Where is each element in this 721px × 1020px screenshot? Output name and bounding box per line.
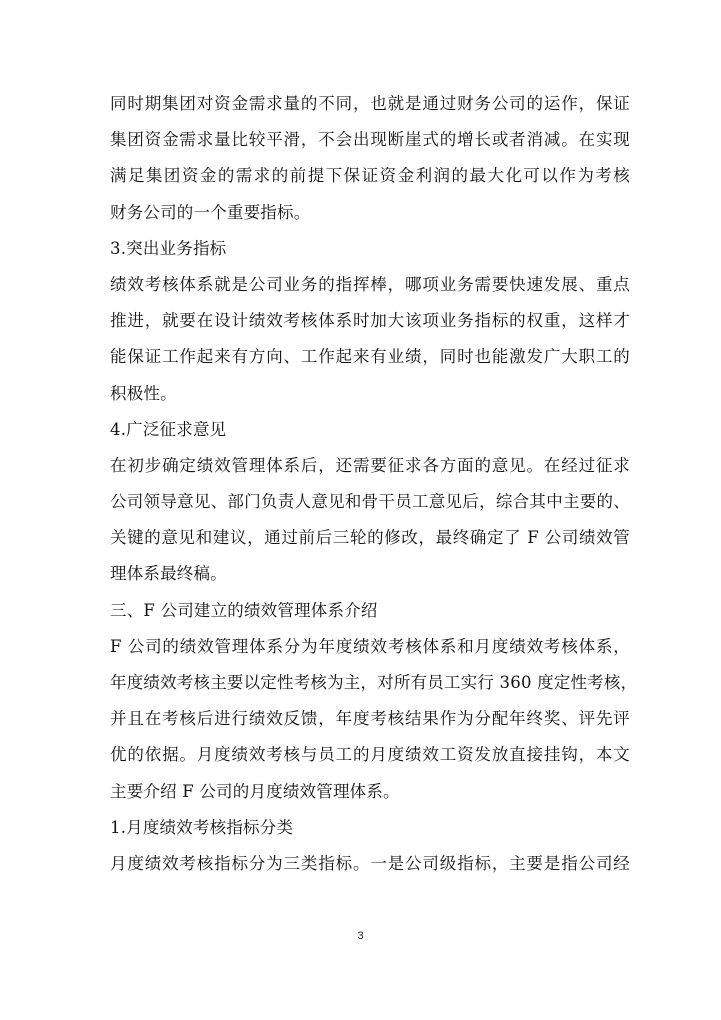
- document-body: [110, 86, 638, 882]
- text-line: 关键的意见和建议，通过前后三轮的修改，最终确定了 F 公司绩效管: [110, 528, 630, 548]
- text-line: 理体系最终稿。: [110, 564, 227, 584]
- text-line: 年度绩效考核主要以定性考核为主，对所有员工实行 360 度定性考核，: [110, 673, 638, 692]
- text-line: 月度绩效考核指标分为三类指标。一是公司级指标，主要是指公司经: [110, 853, 630, 873]
- text-line: 绩效考核体系就是公司业务的指挥棒，哪项业务需要快速发展、重点: [110, 274, 630, 294]
- text-line: 同时期集团对资金需求量的不同，也就是通过财务公司的运作，保证: [110, 94, 630, 113]
- text-line: 财务公司的一个重要指标。: [110, 202, 311, 222]
- page-number: 3: [357, 930, 364, 942]
- text-line: 能保证工作起来有方向、工作起来有业绩，同时也能激发广大职工的: [110, 347, 630, 367]
- text-line: 推进，就要在设计绩效考核体系时加大该项业务指标的权重，这样才: [110, 311, 630, 331]
- text-line: 集团资金需求量比较平滑，不会出现断崖式的增长或者消减。在实现: [110, 130, 630, 150]
- text-line: F 公司的绩效管理体系分为年度绩效考核体系和月度绩效考核体系，: [110, 636, 630, 656]
- text-line: 满足集团资金的需求的前提下保证资金利润的最大化可以作为考核: [110, 166, 630, 186]
- text-line: 主要介绍 F 公司的月度绩效管理体系。: [110, 781, 400, 801]
- section-heading: 三、F 公司建立的绩效管理体系介绍: [110, 600, 378, 620]
- section-heading: 3.突出业务指标: [110, 238, 227, 258]
- text-line: 积极性。: [110, 383, 177, 403]
- text-line: 优的依据。月度绩效考核与员工的月度绩效工资发放直接挂钩，本文: [110, 745, 630, 765]
- text-line: 并且在考核后进行绩效反馈，年度考核结果作为分配年终奖、评先评: [110, 709, 630, 729]
- section-heading: 1.月度绩效考核指标分类: [110, 817, 294, 837]
- text-line: 公司领导意见、部门负责人意见和骨干员工意见后，综合其中主要的、: [110, 492, 630, 512]
- text-line: 在初步确定绩效管理体系后，还需要征求各方面的意见。在经过征求: [110, 455, 630, 475]
- section-heading: 4.广泛征求意见: [110, 419, 227, 439]
